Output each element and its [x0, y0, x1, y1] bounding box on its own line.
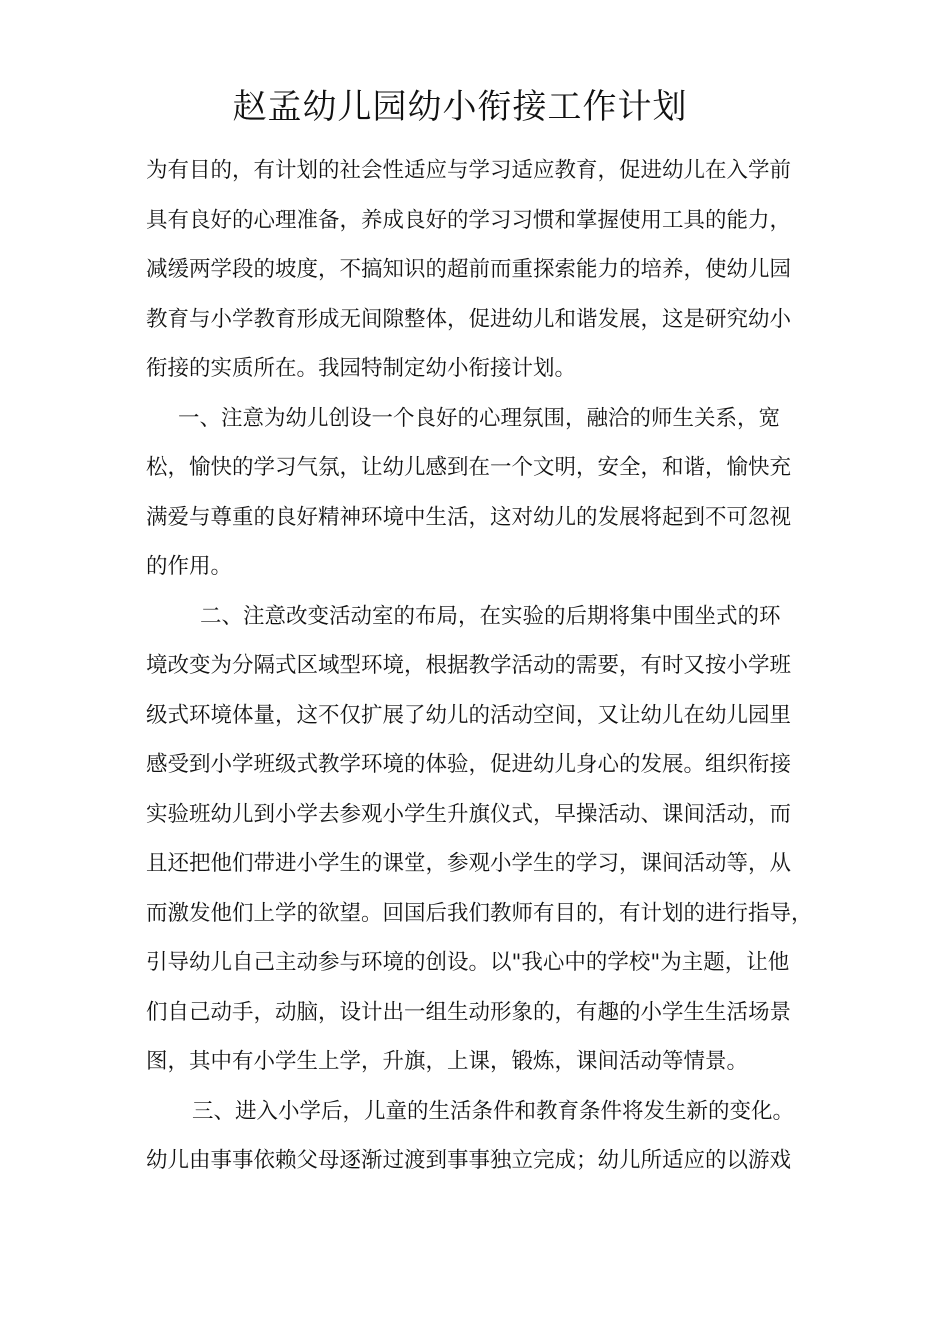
text-line: 三、进入小学后，儿童的生活条件和教育条件将发生新的变化。: [192, 1098, 795, 1124]
text-line: 幼儿由事事依赖父母逐渐过渡到事事独立完成；幼儿所适应的以游戏: [146, 1148, 792, 1173]
text-line: 境改变为分隔式区域型环境，根据教学活动的需要，有时又按小学班: [146, 653, 792, 678]
paragraph-section-3: [146, 1087, 826, 1186]
paragraph-section-1: [146, 394, 826, 592]
text-line: 引导幼儿自己主动参与环境的创设。以"我心中的学校"为主题，让他: [146, 950, 790, 975]
text-line: 松，愉快的学习气氛，让幼儿感到在一个文明，安全，和谐，愉快充: [146, 455, 792, 480]
paragraph-intro: [146, 146, 826, 394]
paragraph-section-2: [146, 592, 826, 1087]
text-line: 衔接的实质所在。我园特制定幼小衔接计划。: [146, 356, 577, 381]
text-line: 而激发他们上学的欲望。回国后我们教师有目的，有计划的进行指导，: [146, 900, 813, 926]
text-line: 实验班幼儿到小学去参观小学生升旗仪式，早操活动、课间活动，而: [146, 801, 792, 827]
text-line: 具有良好的心理准备，养成良好的学习习惯和掌握使用工具的能力，: [146, 207, 792, 233]
document-body: [146, 146, 826, 1186]
text-line: 满爱与尊重的良好精神环境中生活，这对幼儿的发展将起到不可忽视: [146, 504, 792, 530]
text-line: 一、注意为幼儿创设一个良好的心理氛围，融洽的师生关系，宽: [178, 405, 781, 431]
text-line: 教育与小学教育形成无间隙整体，促进幼儿和谐发展，这是研究幼小: [146, 306, 792, 332]
text-line: 级式环境体量，这不仅扩展了幼儿的活动空间，又让幼儿在幼儿园里: [146, 702, 792, 728]
text-line: 图，其中有小学生上学，升旗，上课，锻炼，课间活动等情景。: [146, 1049, 749, 1074]
text-line: 减缓两学段的坡度，不搞知识的超前而重探索能力的培养，使幼儿园: [146, 257, 792, 282]
text-line: 为有目的，有计划的社会性适应与学习适应教育，促进幼儿在入学前: [146, 158, 792, 183]
document-title: 赵孟幼儿园幼小衔接工作计划: [232, 87, 688, 127]
text-line: 的作用。: [146, 554, 233, 579]
text-line: 二、注意改变活动室的布局，在实验的后期将集中围坐式的环: [200, 603, 781, 629]
text-line: 感受到小学班级式教学环境的体验，促进幼儿身心的发展。组织衔接: [146, 752, 792, 777]
text-line: 们自己动手，动脑，设计出一组生动形象的，有趣的小学生生活场景: [146, 999, 792, 1025]
text-line: 且还把他们带进小学生的课堂，参观小学生的学习，课间活动等，从: [146, 851, 792, 876]
